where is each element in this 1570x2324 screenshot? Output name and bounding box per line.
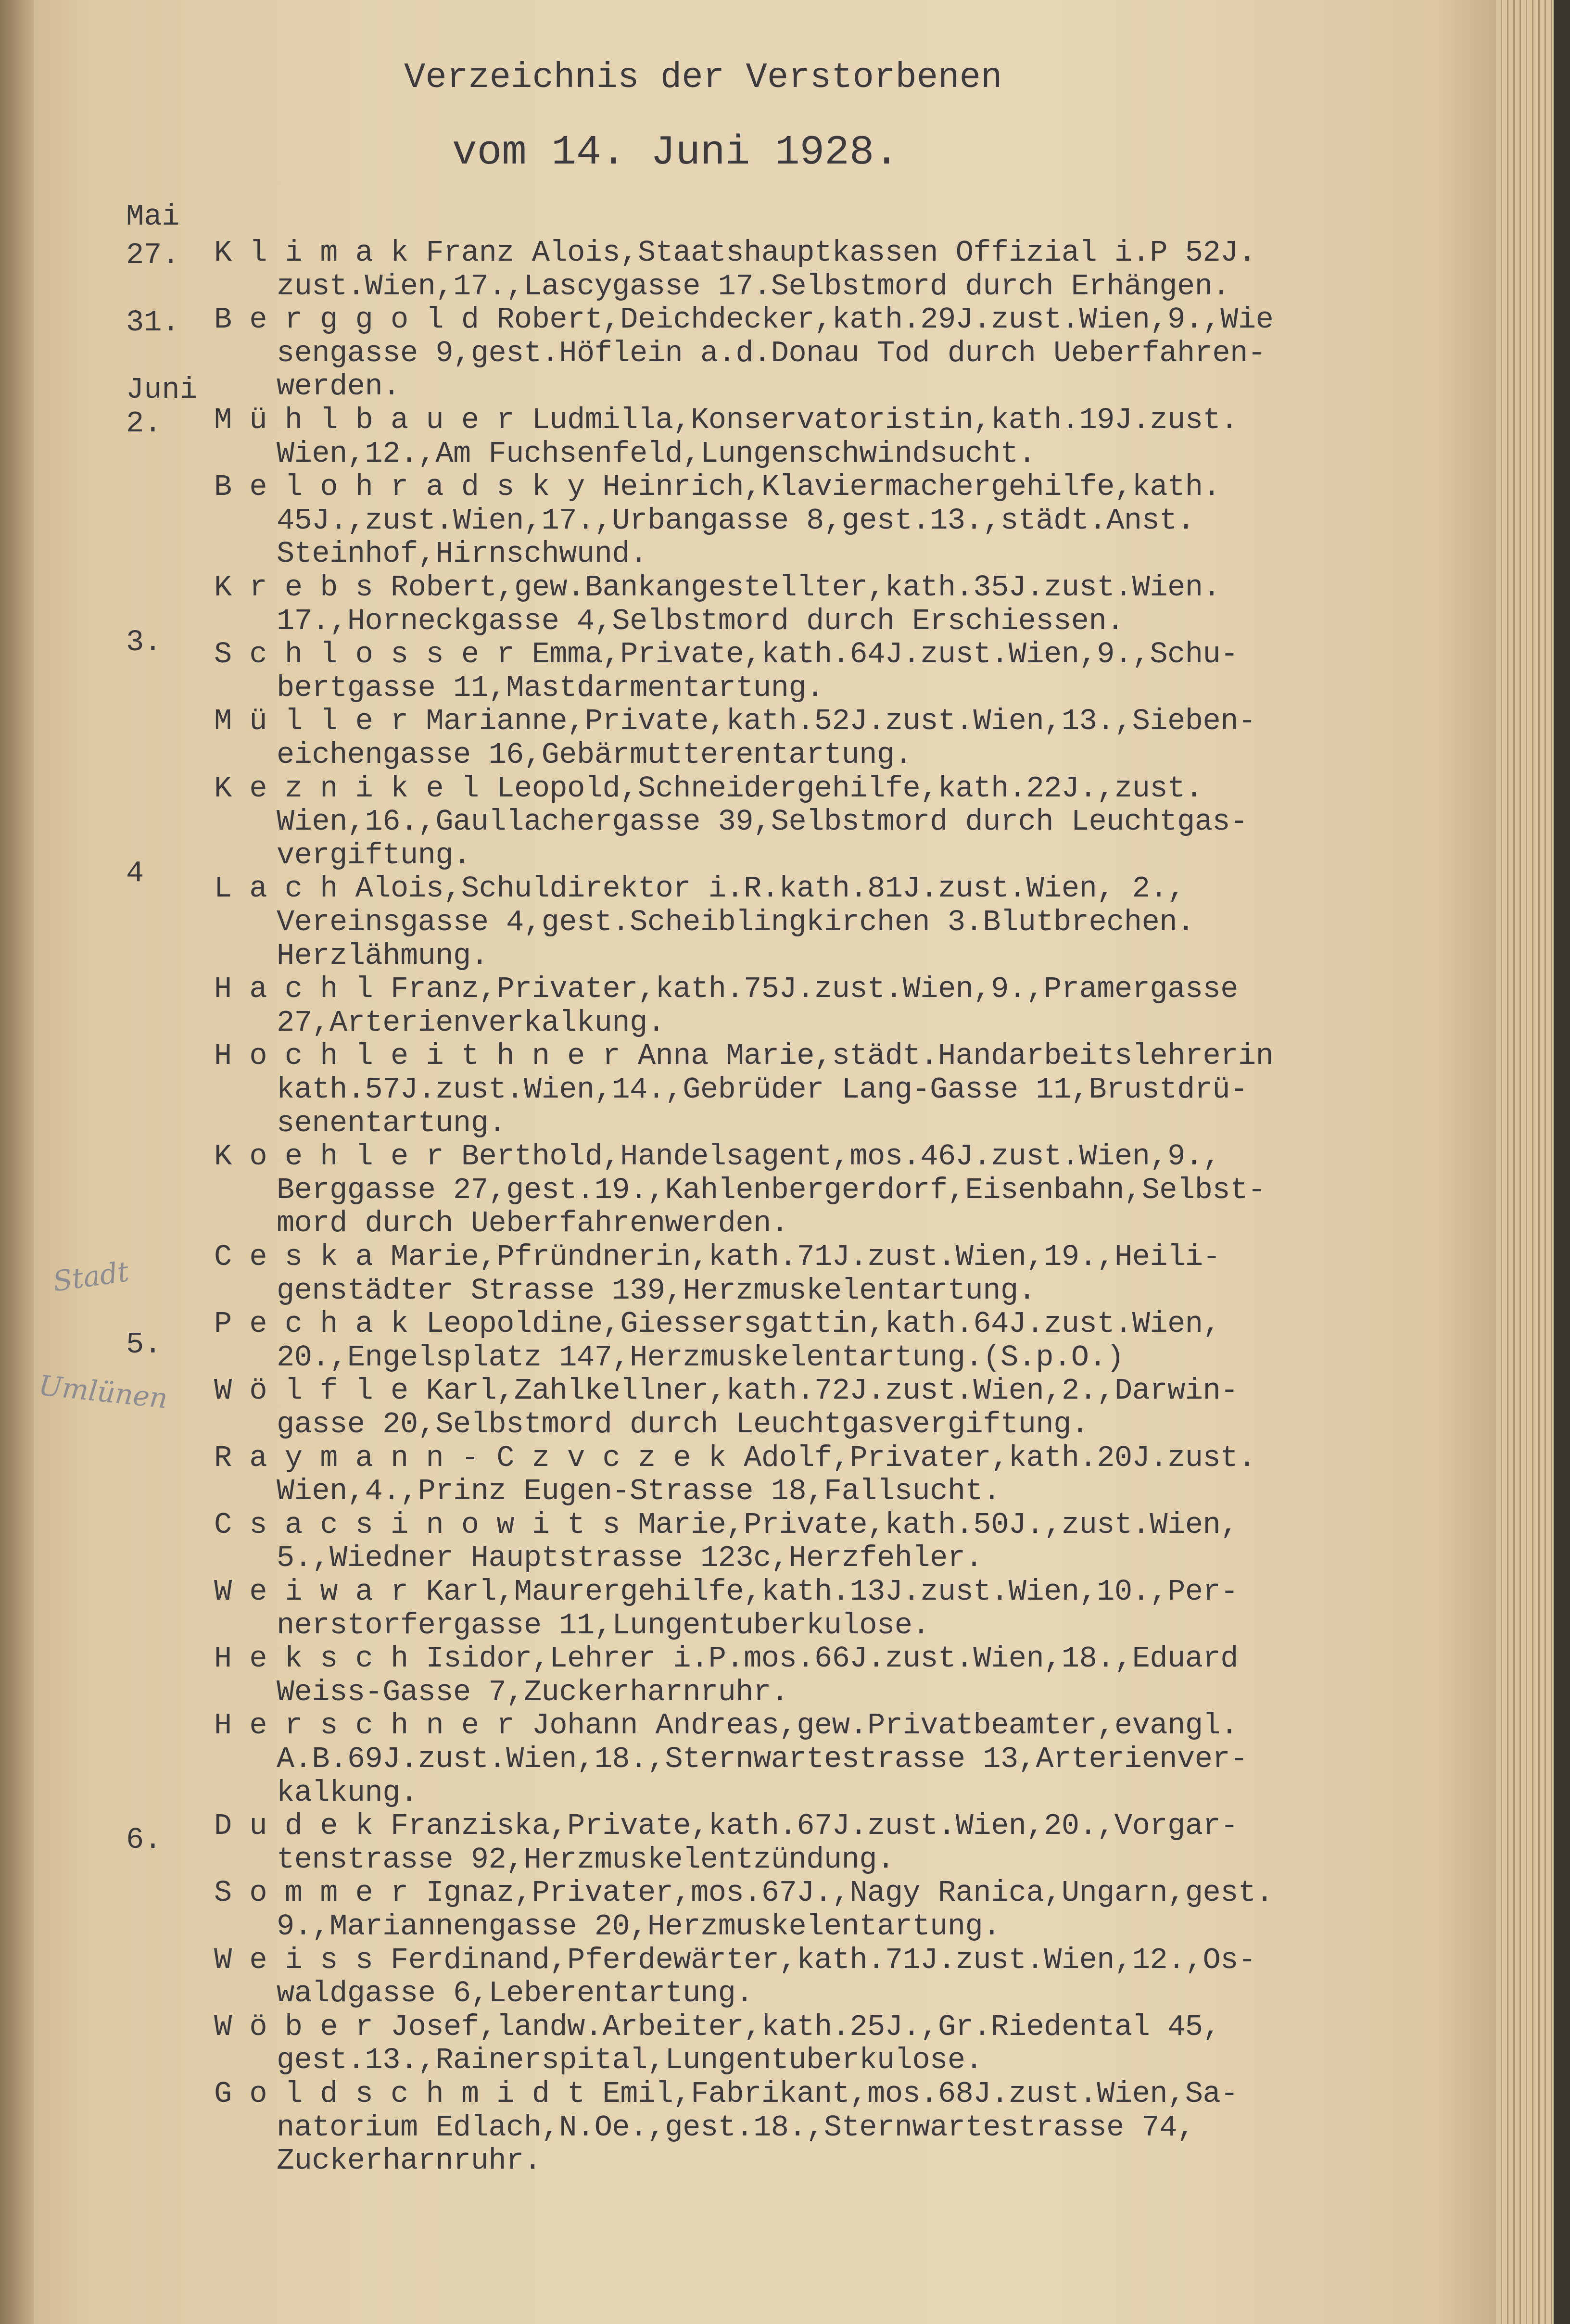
entry-line: H a c h l Franz,Privater,kath.75J.zust.Wien,9.,Pramergasse [214,972,1238,1007]
entry-line: eichengasse 16,Gebärmutterentartung. [277,738,912,772]
entry-line: W ö l f l e Karl,Zahlkellner,kath.72J.zust.Wien,2.,Darwin- [214,1374,1238,1408]
entry-line: C e s k a Marie,Pfründnerin,kath.71J.zust.Wien,19.,Heili- [214,1240,1221,1274]
entry-line: K r e b s Robert,gew.Bankangestellter,kath.35J.zust.Wien. [214,570,1221,605]
entry-line: W e i s s Ferdinand,Pferdewärter,kath.71J.zust.Wien,12.,Os- [214,1943,1256,1977]
entry-line: tenstrasse 92,Herzmuskelentzündung. [277,1842,895,1877]
document-title: Verzeichnis der Verstorbenen [404,58,1002,98]
entry-line: 9.,Mariannengasse 20,Herzmuskelentartung. [277,1909,1000,1944]
margin-date: 31. [126,305,180,340]
entry-line: M ü h l b a u e r Ludmilla,Konservatoristin,kath.19J.zust. [214,403,1238,437]
entry-line: K o e h l e r Berthold,Handelsagent,mos.46J.zust.Wien,9., [214,1139,1221,1174]
entry-line: mord durch Ueberfahrenwerden. [277,1206,789,1241]
entry-line: gasse 20,Selbstmord durch Leuchtgasvergiftung. [277,1407,1089,1441]
entry-line: 20.,Engelsplatz 147,Herzmuskelentartung.(S.p.O.) [277,1340,1124,1375]
entry-line: K l i m a k Franz Alois,Staatshauptkassen Offizial i.P 52J. [214,236,1256,270]
document-date: vom 14. Juni 1928. [452,129,899,176]
entry-line: C s a c s i n o w i t s Marie,Private,kath.50J.,zust.Wien, [214,1507,1238,1542]
entry-line: B e r g g o l d Robert,Deichdecker,kath.29J.zust.Wien,9.,Wie [214,303,1274,337]
entry-line: B e l o h r a d s k y Heinrich,Klaviermachergehilfe,kath. [214,470,1221,505]
entry-line: 45J.,zust.Wien,17.,Urbangasse 8,gest.13.,städt.Anst. [277,503,1195,538]
margin-date: 4 [126,856,144,890]
entry-line: W ö b e r Josef,landw.Arbeiter,kath.25J.,Gr.Riedental 45, [214,2009,1221,2044]
entry-line: K e z n i k e l Leopold,Schneidergehilfe,kath.22J.,zust. [214,771,1203,806]
entry-line: kath.57J.zust.Wien,14.,Gebrüder Lang-Gasse 11,Brustdrü- [277,1073,1248,1107]
entry-line: W e i w a r Karl,Maurergehilfe,kath.13J.zust.Wien,10.,Per- [214,1575,1238,1609]
entry-line: P e c h a k Leopoldine,Giessersgattin,kath.64J.zust.Wien, [214,1307,1221,1341]
entry-line: Wien,16.,Gaullachergasse 39,Selbstmord durch Leuchtgas- [277,805,1248,839]
entry-line: 27,Arterienverkalkung. [277,1005,665,1040]
entry-line: waldgasse 6,Leberentartung. [277,1976,754,2011]
margin-date: 6. [126,1823,162,1857]
margin-date: Mai [126,200,180,234]
entry-line: vergiftung. [277,838,471,872]
entry-line: senentartung. [277,1106,506,1140]
binding-gutter [0,0,34,2324]
entry-line: S o m m e r Ignaz,Privater,mos.67J.,Nagy Ranica,Ungarn,gest. [214,1876,1274,1910]
entry-line: genstädter Strasse 139,Herzmuskelentartung. [277,1273,1036,1308]
entry-line: kalkung. [277,1775,418,1810]
margin-date: 5. [126,1327,162,1362]
entry-line: D u d e k Franziska,Private,kath.67J.zust.Wien,20.,Vorgar- [214,1809,1238,1844]
entry-line: Zuckerharnruhr. [277,2144,542,2178]
entry-line: G o l d s c h m i d t Emil,Fabrikant,mos.68J.zust.Wien,Sa- [214,2077,1238,2111]
entry-line: L a c h Alois,Schuldirektor i.R.kath.81J.zust.Wien, 2., [214,872,1185,906]
entry-line: H e k s c h Isidor,Lehrer i.P.mos.66J.zust.Wien,18.,Eduard [214,1642,1238,1676]
entry-line: Wien,4.,Prinz Eugen-Strasse 18,Fallsucht. [277,1474,1000,1509]
entry-line: werden. [277,369,400,404]
entry-line: 5.,Wiedner Hauptstrasse 123c,Herzfehler. [277,1541,983,1576]
margin-date: 27. [126,238,180,272]
margin-date: 2. [126,406,162,441]
margin-date: Juni [126,373,198,407]
entry-line: S c h l o s s e r Emma,Private,kath.64J.zust.Wien,9.,Schu- [214,637,1238,672]
entry-line: Vereinsgasse 4,gest.Scheiblingkirchen 3.Blutbrechen. [277,905,1195,939]
entry-line: Wien,12.,Am Fuchsenfeld,Lungenschwindsucht. [277,436,1036,471]
margin-date: 3. [126,625,162,659]
entry-line: gest.13.,Rainerspital,Lungentuberkulose. [277,2043,983,2078]
entry-line: H e r s c h n e r Johann Andreas,gew.Privatbeamter,evangl. [214,1708,1238,1743]
entry-line: nerstorfergasse 11,Lungentuberkulose. [277,1608,930,1642]
entry-line: Herzlähmung. [277,938,489,973]
entry-line: R a y m a n n - C z v c z e k Adolf,Privater,kath.20J.zust. [214,1440,1256,1475]
entry-line: H o c h l e i t h n e r Anna Marie,städt.Handarbeitslehrerin [214,1039,1274,1074]
entry-line: Berggasse 27,gest.19.,Kahlenbergerdorf,Eisenbahn,Selbst- [277,1173,1266,1207]
entry-line: 17.,Horneckgasse 4,Selbstmord durch Erschiessen. [277,604,1124,638]
pencil-note: Umlünen [37,1369,169,1415]
background-edge [1554,0,1570,2324]
entry-line: sengasse 9,gest.Höflein a.d.Donau Tod durch Ueberfahren- [277,336,1266,370]
entry-line: Steinhof,Hirnschwund. [277,537,647,571]
entry-line: M ü l l e r Marianne,Private,kath.52J.zust.Wien,13.,Sieben- [214,704,1256,739]
entry-line: Weiss-Gasse 7,Zuckerharnruhr. [277,1675,789,1709]
entry-line: A.B.69J.zust.Wien,18.,Sternwartestrasse 13,Arterienver- [277,1742,1248,1776]
entry-line: natorium Edlach,N.Oe.,gest.18.,Sternwartestrasse 74, [277,2110,1195,2145]
entry-line: bertgasse 11,Mastdarmentartung. [277,670,824,705]
pencil-note: Stadt [51,1255,131,1298]
entry-line: zust.Wien,17.,Lascygasse 17.Selbstmord durch Erhängen. [277,269,1230,303]
